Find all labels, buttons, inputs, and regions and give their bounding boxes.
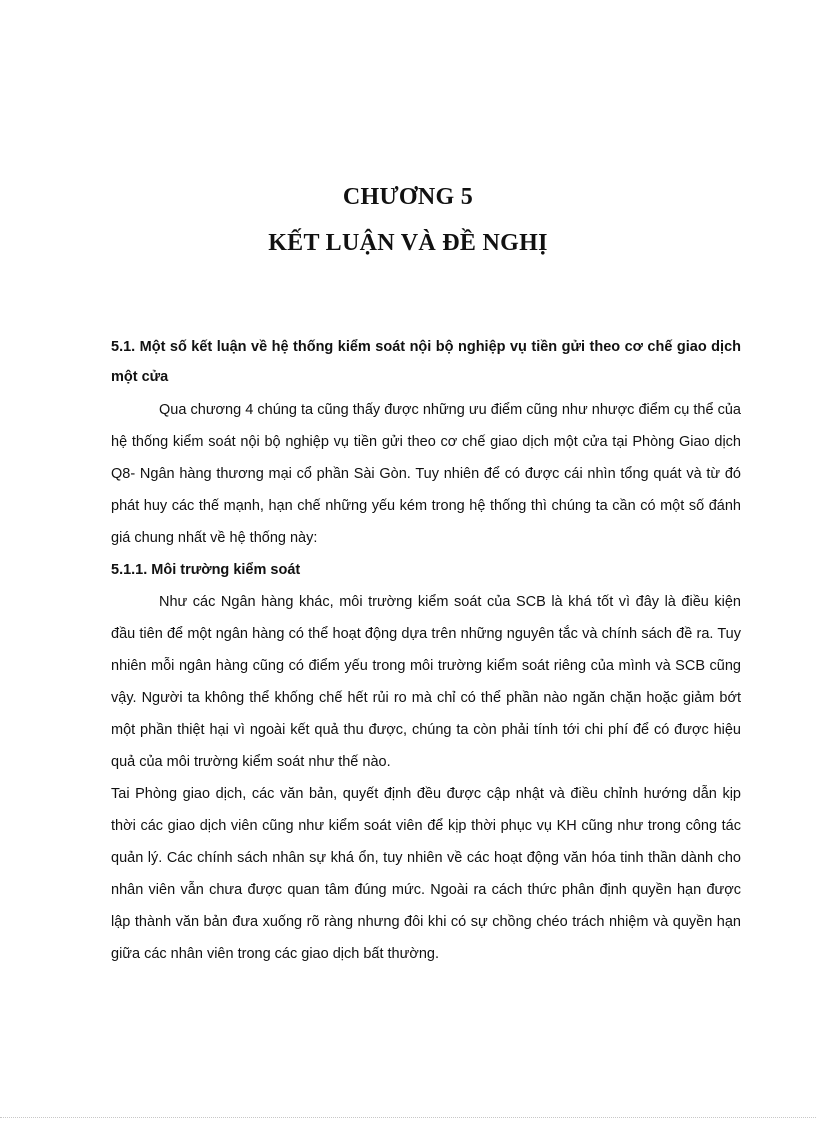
section-heading: 5.1. Một số kết luận về hệ thống kiểm soát nội bộ nghiệp vụ tiền gửi theo cơ chế giao dịch một cửa xyxy=(111,339,741,385)
section-intro-paragraph: Qua chương 4 chúng ta cũng thấy được những ưu điểm cũng như nhược điểm cụ thể của hệ thống kiểm soát nội bộ nghiệp vụ tiền gửi theo cơ chế giao dịch một cửa tại Phòng Giao dịch Q8- Ngân hàng thương mại cổ phần Sài Gòn. Tuy nhiên để có được cái nhìn tổng quát và từ đó phát huy các thế mạnh, hạn chế những yếu kém trong hệ thống thì chúng ta cần có một số đánh giá chung nhất về hệ thống này: xyxy=(111,402,741,546)
subsection-paragraph-1: Như các Ngân hàng khác, môi trường kiểm soát của SCB là khá tốt vì đây là điều kiện đầu tiên để một ngân hàng có thể hoạt động dựa trên những nguyên tắc và chính sách đề ra. Tuy nhiên mỗi ngân hàng cũng có điểm yếu trong môi trường kiểm soát riêng của mình và SCB cũng vậy. Người ta không thể khống chế hết rủi ro mà chỉ có thể phần nào ngăn chặn hoặc giảm bớt một phần thiệt hại vì ngoài kết quả thu được, chúng ta còn phải tính tới chi phí để có được hiệu quả của môi trường kiểm soát như thế nào. xyxy=(111,594,741,770)
subsection-heading: 5.1.1. Môi trường kiểm soát xyxy=(111,562,301,578)
chapter-number: CHƯƠNG 5 xyxy=(342,184,474,210)
subsection-paragraph-2: Tai Phòng giao dịch, các văn bản, quyết định đều được cập nhật và điều chỉnh hướng dẫn kịp thời các giao dịch viên cũng như kiểm soát viên để kịp thời phục vụ KH cũng như trong công tác quản lý. Các chính sách nhân sự khá ổn, tuy nhiên về các hoạt động văn hóa tinh thần dành cho nhân viên vẫn chưa được quan tâm đúng mức. Ngoài ra cách thức phân định quyền hạn được lập thành văn bản đưa xuống rõ ràng nhưng đôi khi có sự chồng chéo trách nhiệm và quyền hạn giữa các nhân viên trong các giao dịch bất thường. xyxy=(111,786,741,962)
page-bottom-divider xyxy=(0,1117,816,1118)
chapter-title: KẾT LUẬN VÀ ĐỀ NGHỊ xyxy=(268,230,548,256)
